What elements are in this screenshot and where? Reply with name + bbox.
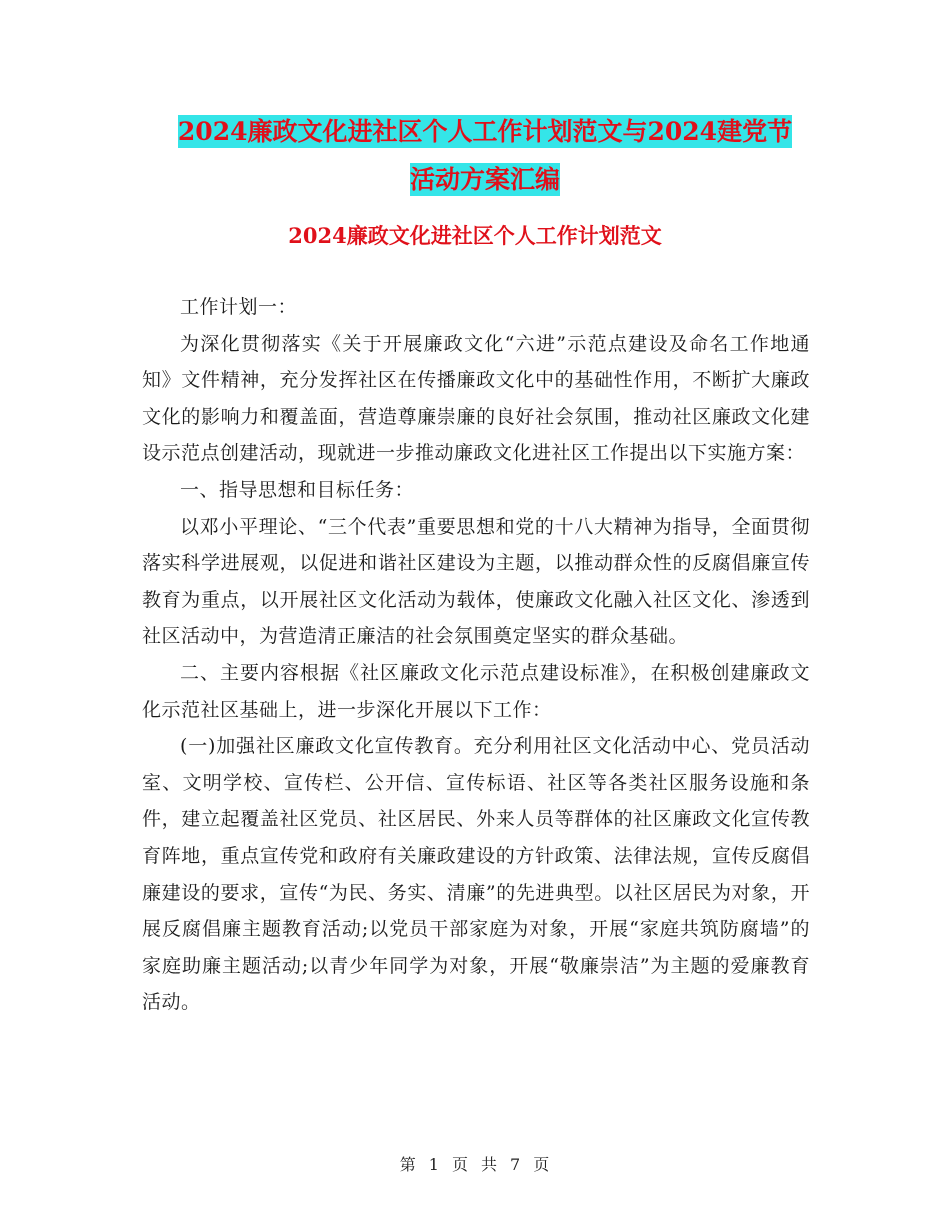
document-title-line-1: 2024廉政文化进社区个人工作计划范文与2024建党节 — [177, 117, 793, 146]
total-page-count: 7 — [510, 1155, 522, 1174]
paragraph: 工作计划一： — [180, 296, 298, 318]
document-body — [142, 289, 810, 1021]
footer-word: 页 — [451, 1155, 469, 1174]
paragraph: 二、主要内容根据《社区廉政文化示范点建设标准》，在积极创建廉政文化示范社区基础上，进一步深化开展以下工作： — [142, 661, 810, 721]
page-footer — [0, 1152, 950, 1175]
footer-word: 第 — [399, 1155, 417, 1174]
paragraph: (一)加强社区廉政文化宣传教育。充分利用社区文化活动中心、党员活动室、文明学校、宣传栏、公开信、宣传标语、社区等各类社区服务设施和条件，建立起覆盖社区党员、社区居民、外来人员等群体的社区廉政文化宣传教育阵地，重点宣传党和政府有关廉政建设的方针政策、法律法规，宣传反腐倡廉建设的要求，宣传“为民、务实、清廉”的先进典型。以社区居民为对象，开展反腐倡廉主题教育活动;以党员干部家庭为对象，开展“家庭共筑防腐墙”的家庭助廉主题活动;以青少年同学为对象，开展“敬廉崇洁”为主题的爱廉教育活动。 — [142, 735, 810, 1014]
document-title — [140, 108, 830, 204]
paragraph: 一、指导思想和目标任务： — [180, 478, 415, 501]
paragraph: 以邓小平理论、“三个代表”重要思想和党的十八大精神为指导，全面贯彻落实科学进展观，以促进和谐社区建设为主题，以推动群众性的反腐倡廉宣传教育为重点，以开展社区文化活动为载体，使廉政文化融入社区文化、渗透到社区活动中，为营造清正廉洁的社会氛围奠定坚实的群众基础。 — [142, 515, 810, 648]
footer-word: 共 — [481, 1155, 499, 1174]
document-title-line-2: 活动方案汇编 — [409, 165, 560, 194]
footer-word: 页 — [533, 1155, 551, 1174]
paragraph: 为深化贯彻落实《关于开展廉政文化“六进”示范点建设及命名工作地通知》文件精神，充分发挥社区在传播廉政文化中的基础性作用，不断扩大廉政文化的影响力和覆盖面，营造尊廉崇廉的良好社会氛围，推动社区廉政文化建设示范点创建活动，现就进一步推动廉政文化进社区工作提出以下实施方案： — [142, 332, 810, 465]
section-title: 2024廉政文化进社区个人工作计划范文 — [288, 223, 662, 248]
current-page-number: 1 — [428, 1155, 440, 1174]
